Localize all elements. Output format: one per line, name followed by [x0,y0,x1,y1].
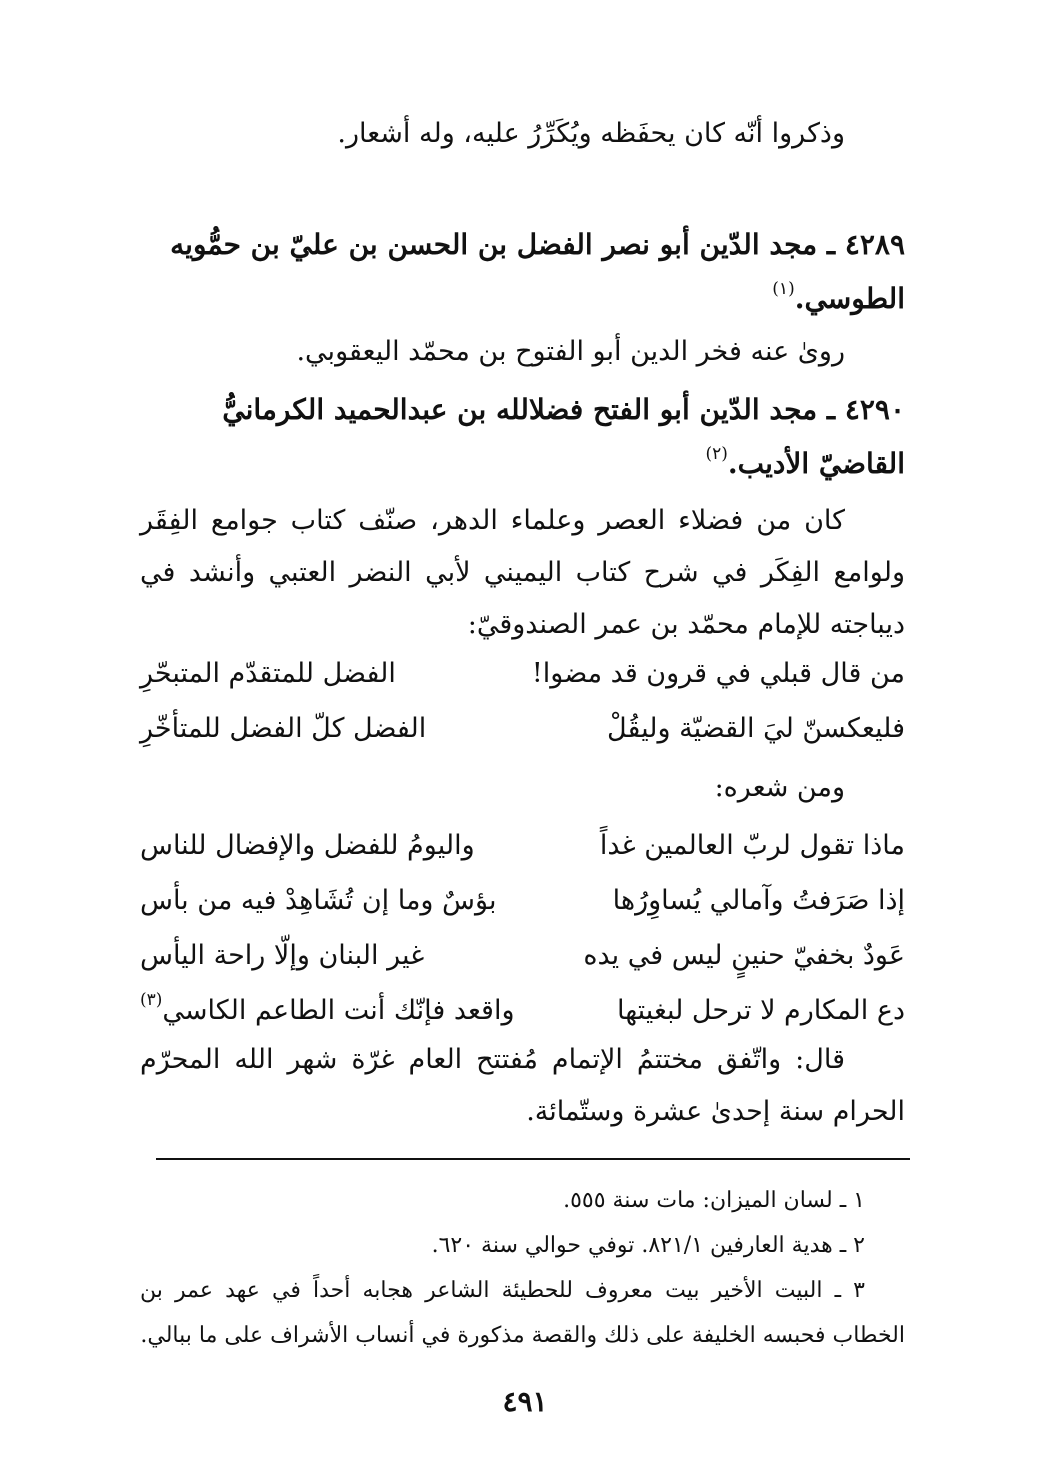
verse-second-hemistich [140,983,523,1038]
entry-4290 [140,383,905,651]
top-paragraph: وذكروا أنّه كان يحفَظه ويُكَرِّرُ عليه، وله أشعار. [337,118,845,149]
closing-paragraph: قال: واتّفق مختتمُ الإتمام مُفتتح العام غرّة شهر الله المحرّم الحرام سنة إحدىٰ عشرة وستّمائة. [140,1044,905,1127]
entry-4290-heading [140,383,905,491]
entry-4290-body: كان من فضلاء العصر وعلماء الدهر، صنّف كتاب جوامع الفِقَر ولوامع الفِكَر في شرح كتاب اليميني لأبي النضر العتبي وأنشد في ديباجته للإمام محمّد بن عمر الصندوقيّ: [140,505,905,640]
verse-first-hemistich: ماذا تقول لربّ العالمين غداً [599,830,905,861]
entry-4289-heading-text: ٤٢٨٩ ـ مجد الدّين أبو نصر الفضل بن الحسن بن عليّ بن حمُّويه الطوسي. [170,228,905,315]
footnotes [140,1178,905,1358]
footnote-3: ٣ ـ البيت الأخير بيت معروف للحطيئة الشاعر هجابه أحداً في عهد عمر بن الخطاب فحبسه الخليفة على ذلك والقصة مذكورة في أنساب الأشراف على ما ببالي. [140,1278,905,1348]
verse-second-hemistich: واليومُ للفضل والإفضال للناس [140,830,475,861]
footnote-ref-1: (١) [772,279,795,299]
poem-1-verse [140,701,905,756]
verse-first-hemistich: إذا صَرَفتُ وآمالي يُساوِرُها [612,885,905,916]
top-paragraph-block [140,108,905,160]
verse-first-hemistich: فليعكسنّ ليَ القضيّة وليقُلْ [607,713,905,744]
entry-4289-body: روىٰ عنه فخر الدين أبو الفتوح بن محمّد اليعقوبي. [296,336,845,367]
poem-2 [140,818,905,1038]
poem-2-intro: ومن شعره: [714,772,845,803]
verse-second-hemistich-text: واقعد فإنّك أنت الطاعم الكاسي [162,995,515,1026]
poem-2-verse [140,983,905,1038]
entry-4289 [140,218,905,378]
verse-second-hemistich: بؤسٌ وما إن تُشَاهِدْ فيه من بأس [140,885,497,916]
footnote-1: ١ ـ لسان الميزان: مات سنة ٥٥٥. [563,1188,865,1213]
verse-first-hemistich: دع المكارم لا ترحل لبغيتها [616,995,905,1026]
footnote-2: ٢ ـ هدية العارفين ٨٢١/١. توفي حوالي سنة ٦٢٠. [431,1233,865,1258]
footnote-divider [156,1158,910,1160]
verse-first-hemistich: عَودٌ بخفيّ حنينٍ ليس في يده [583,940,905,971]
verse-second-hemistich: غير البنان وإلّا راحة اليأس [140,940,425,971]
entry-4290-heading-text: ٤٢٩٠ ـ مجد الدّين أبو الفتح فضلالله بن عبدالحميد الكرمانيُّ القاضيّ الأديب. [222,393,905,480]
closing-paragraph-block [140,1034,905,1138]
entry-4289-heading [140,218,905,326]
poem-1 [140,646,905,756]
poem-2-intro-block [140,762,905,814]
poem-2-verse [140,818,905,873]
page-number: ٤٩١ [502,1385,548,1418]
verse-first-hemistich: من قال قبلي في قرون قد مضوا! [531,658,905,689]
footnote-ref-3: (٣) [140,990,163,1010]
verse-second-hemistich: الفضل كلّ الفضل للمتأخّرِ [140,713,427,744]
footnote-ref-2: (٢) [705,444,728,464]
poem-1-verse [140,646,905,701]
poem-2-verse [140,873,905,928]
poem-2-verse [140,928,905,983]
verse-second-hemistich: الفضل للمتقدّم المتبحّرِ [140,658,396,689]
